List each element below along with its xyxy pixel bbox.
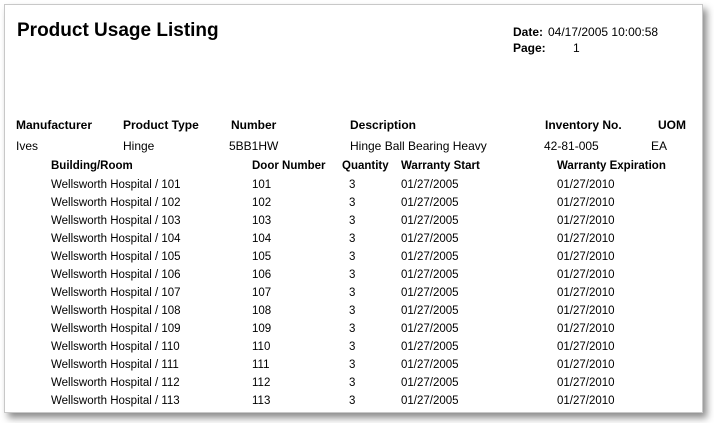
cell-quantity: 3: [349, 395, 356, 407]
page-number: 1: [573, 41, 580, 55]
table-row: [5, 269, 702, 287]
cell-warranty-start: 01/27/2005: [401, 269, 459, 281]
table-row: [5, 377, 702, 395]
cell-warranty-start: 01/27/2005: [401, 233, 459, 245]
cell-building-room: Wellsworth Hospital / 104: [51, 233, 181, 245]
cell-quantity: 3: [349, 215, 356, 227]
product-uom: EA: [651, 139, 668, 153]
detail-header-warranty-expiration: Warranty Expiration: [557, 160, 666, 172]
cell-building-room: Wellsworth Hospital / 103: [51, 215, 181, 227]
product-inventory-no: 42-81-005: [544, 139, 599, 153]
cell-door-number: 112: [252, 377, 271, 389]
cell-quantity: 3: [349, 287, 356, 299]
col-header-description: Description: [350, 118, 417, 132]
cell-warranty-expiration: 01/27/2010: [557, 305, 615, 317]
cell-warranty-expiration: 01/27/2010: [557, 251, 615, 263]
cell-warranty-expiration: 01/27/2010: [557, 287, 615, 299]
cell-warranty-expiration: 01/27/2010: [557, 341, 615, 353]
table-row: [5, 179, 702, 197]
product-manufacturer: Ives: [16, 139, 39, 153]
cell-building-room: Wellsworth Hospital / 106: [51, 269, 181, 281]
table-row: [5, 197, 702, 215]
table-row: [5, 251, 702, 269]
cell-warranty-start: 01/27/2005: [401, 323, 459, 335]
report-page: [4, 4, 703, 413]
cell-building-room: Wellsworth Hospital / 113: [51, 395, 180, 407]
cell-building-room: Wellsworth Hospital / 102: [51, 197, 181, 209]
product-number: 5BB1HW: [229, 139, 279, 153]
cell-door-number: 102: [252, 197, 272, 209]
date-value: 04/17/2005 10:00:58: [548, 25, 659, 39]
cell-warranty-start: 01/27/2005: [401, 341, 459, 353]
cell-warranty-start: 01/27/2005: [401, 215, 459, 227]
cell-building-room: Wellsworth Hospital / 109: [51, 323, 181, 335]
cell-quantity: 3: [349, 323, 356, 335]
detail-header-warranty-start: Warranty Start: [401, 160, 480, 172]
cell-quantity: 3: [349, 197, 356, 209]
cell-quantity: 3: [349, 359, 356, 371]
table-row: [5, 305, 702, 323]
cell-door-number: 104: [252, 233, 272, 245]
cell-building-room: Wellsworth Hospital / 108: [51, 305, 181, 317]
cell-quantity: 3: [349, 341, 356, 353]
cell-quantity: 3: [349, 305, 356, 317]
cell-warranty-expiration: 01/27/2010: [557, 197, 615, 209]
cell-warranty-expiration: 01/27/2010: [557, 377, 615, 389]
cell-quantity: 3: [349, 233, 356, 245]
cell-warranty-start: 01/27/2005: [401, 377, 459, 389]
cell-door-number: 109: [252, 323, 272, 335]
product-type: Hinge: [123, 139, 155, 153]
cell-warranty-expiration: 01/27/2010: [557, 323, 615, 335]
cell-door-number: 106: [252, 269, 272, 281]
detail-header-building-room: Building/Room: [51, 160, 133, 172]
cell-door-number: 110: [252, 341, 271, 353]
date-label: Date:: [513, 25, 544, 39]
cell-building-room: Wellsworth Hospital / 112: [51, 377, 180, 389]
cell-quantity: 3: [349, 269, 356, 281]
cell-warranty-start: 01/27/2005: [401, 251, 459, 263]
cell-warranty-expiration: 01/27/2010: [557, 233, 615, 245]
table-row: [5, 395, 702, 413]
report-title: Product Usage Listing: [17, 20, 219, 41]
cell-door-number: 101: [252, 179, 272, 191]
cell-warranty-start: 01/27/2005: [401, 287, 459, 299]
table-row: [5, 287, 702, 305]
cell-warranty-expiration: 01/27/2010: [557, 395, 615, 407]
col-header-inventory-no: Inventory No.: [545, 118, 622, 132]
cell-building-room: Wellsworth Hospital / 110: [51, 341, 180, 353]
table-row: [5, 341, 702, 359]
table-row: [5, 359, 702, 377]
table-row: [5, 215, 702, 233]
cell-building-room: Wellsworth Hospital / 101: [51, 179, 181, 191]
cell-warranty-start: 01/27/2005: [401, 179, 459, 191]
cell-building-room: Wellsworth Hospital / 107: [51, 287, 181, 299]
cell-quantity: 3: [349, 179, 356, 191]
cell-warranty-expiration: 01/27/2010: [557, 215, 615, 227]
page-label: Page:: [513, 41, 546, 55]
cell-building-room: Wellsworth Hospital / 111: [51, 359, 179, 371]
cell-quantity: 3: [349, 251, 356, 263]
detail-header-door-number: Door Number: [252, 160, 326, 172]
cell-door-number: 103: [252, 215, 272, 227]
cell-warranty-expiration: 01/27/2010: [557, 269, 615, 281]
cell-warranty-expiration: 01/27/2010: [557, 179, 615, 191]
detail-header-quantity: Quantity: [342, 160, 389, 172]
cell-door-number: 105: [252, 251, 272, 263]
cell-door-number: 113: [252, 395, 271, 407]
col-header-uom: UOM: [658, 118, 686, 132]
cell-warranty-expiration: 01/27/2010: [557, 359, 615, 371]
cell-door-number: 111: [252, 359, 270, 371]
cell-building-room: Wellsworth Hospital / 105: [51, 251, 181, 263]
cell-warranty-start: 01/27/2005: [401, 359, 459, 371]
cell-quantity: 3: [349, 377, 356, 389]
table-row: [5, 323, 702, 341]
col-header-manufacturer: Manufacturer: [16, 118, 93, 132]
product-description: Hinge Ball Bearing Heavy: [350, 139, 487, 153]
col-header-number: Number: [231, 118, 277, 132]
cell-door-number: 108: [252, 305, 272, 317]
cell-warranty-start: 01/27/2005: [401, 395, 459, 407]
table-row: [5, 233, 702, 251]
cell-warranty-start: 01/27/2005: [401, 305, 459, 317]
cell-door-number: 107: [252, 287, 272, 299]
cell-warranty-start: 01/27/2005: [401, 197, 459, 209]
col-header-product-type: Product Type: [123, 118, 199, 132]
